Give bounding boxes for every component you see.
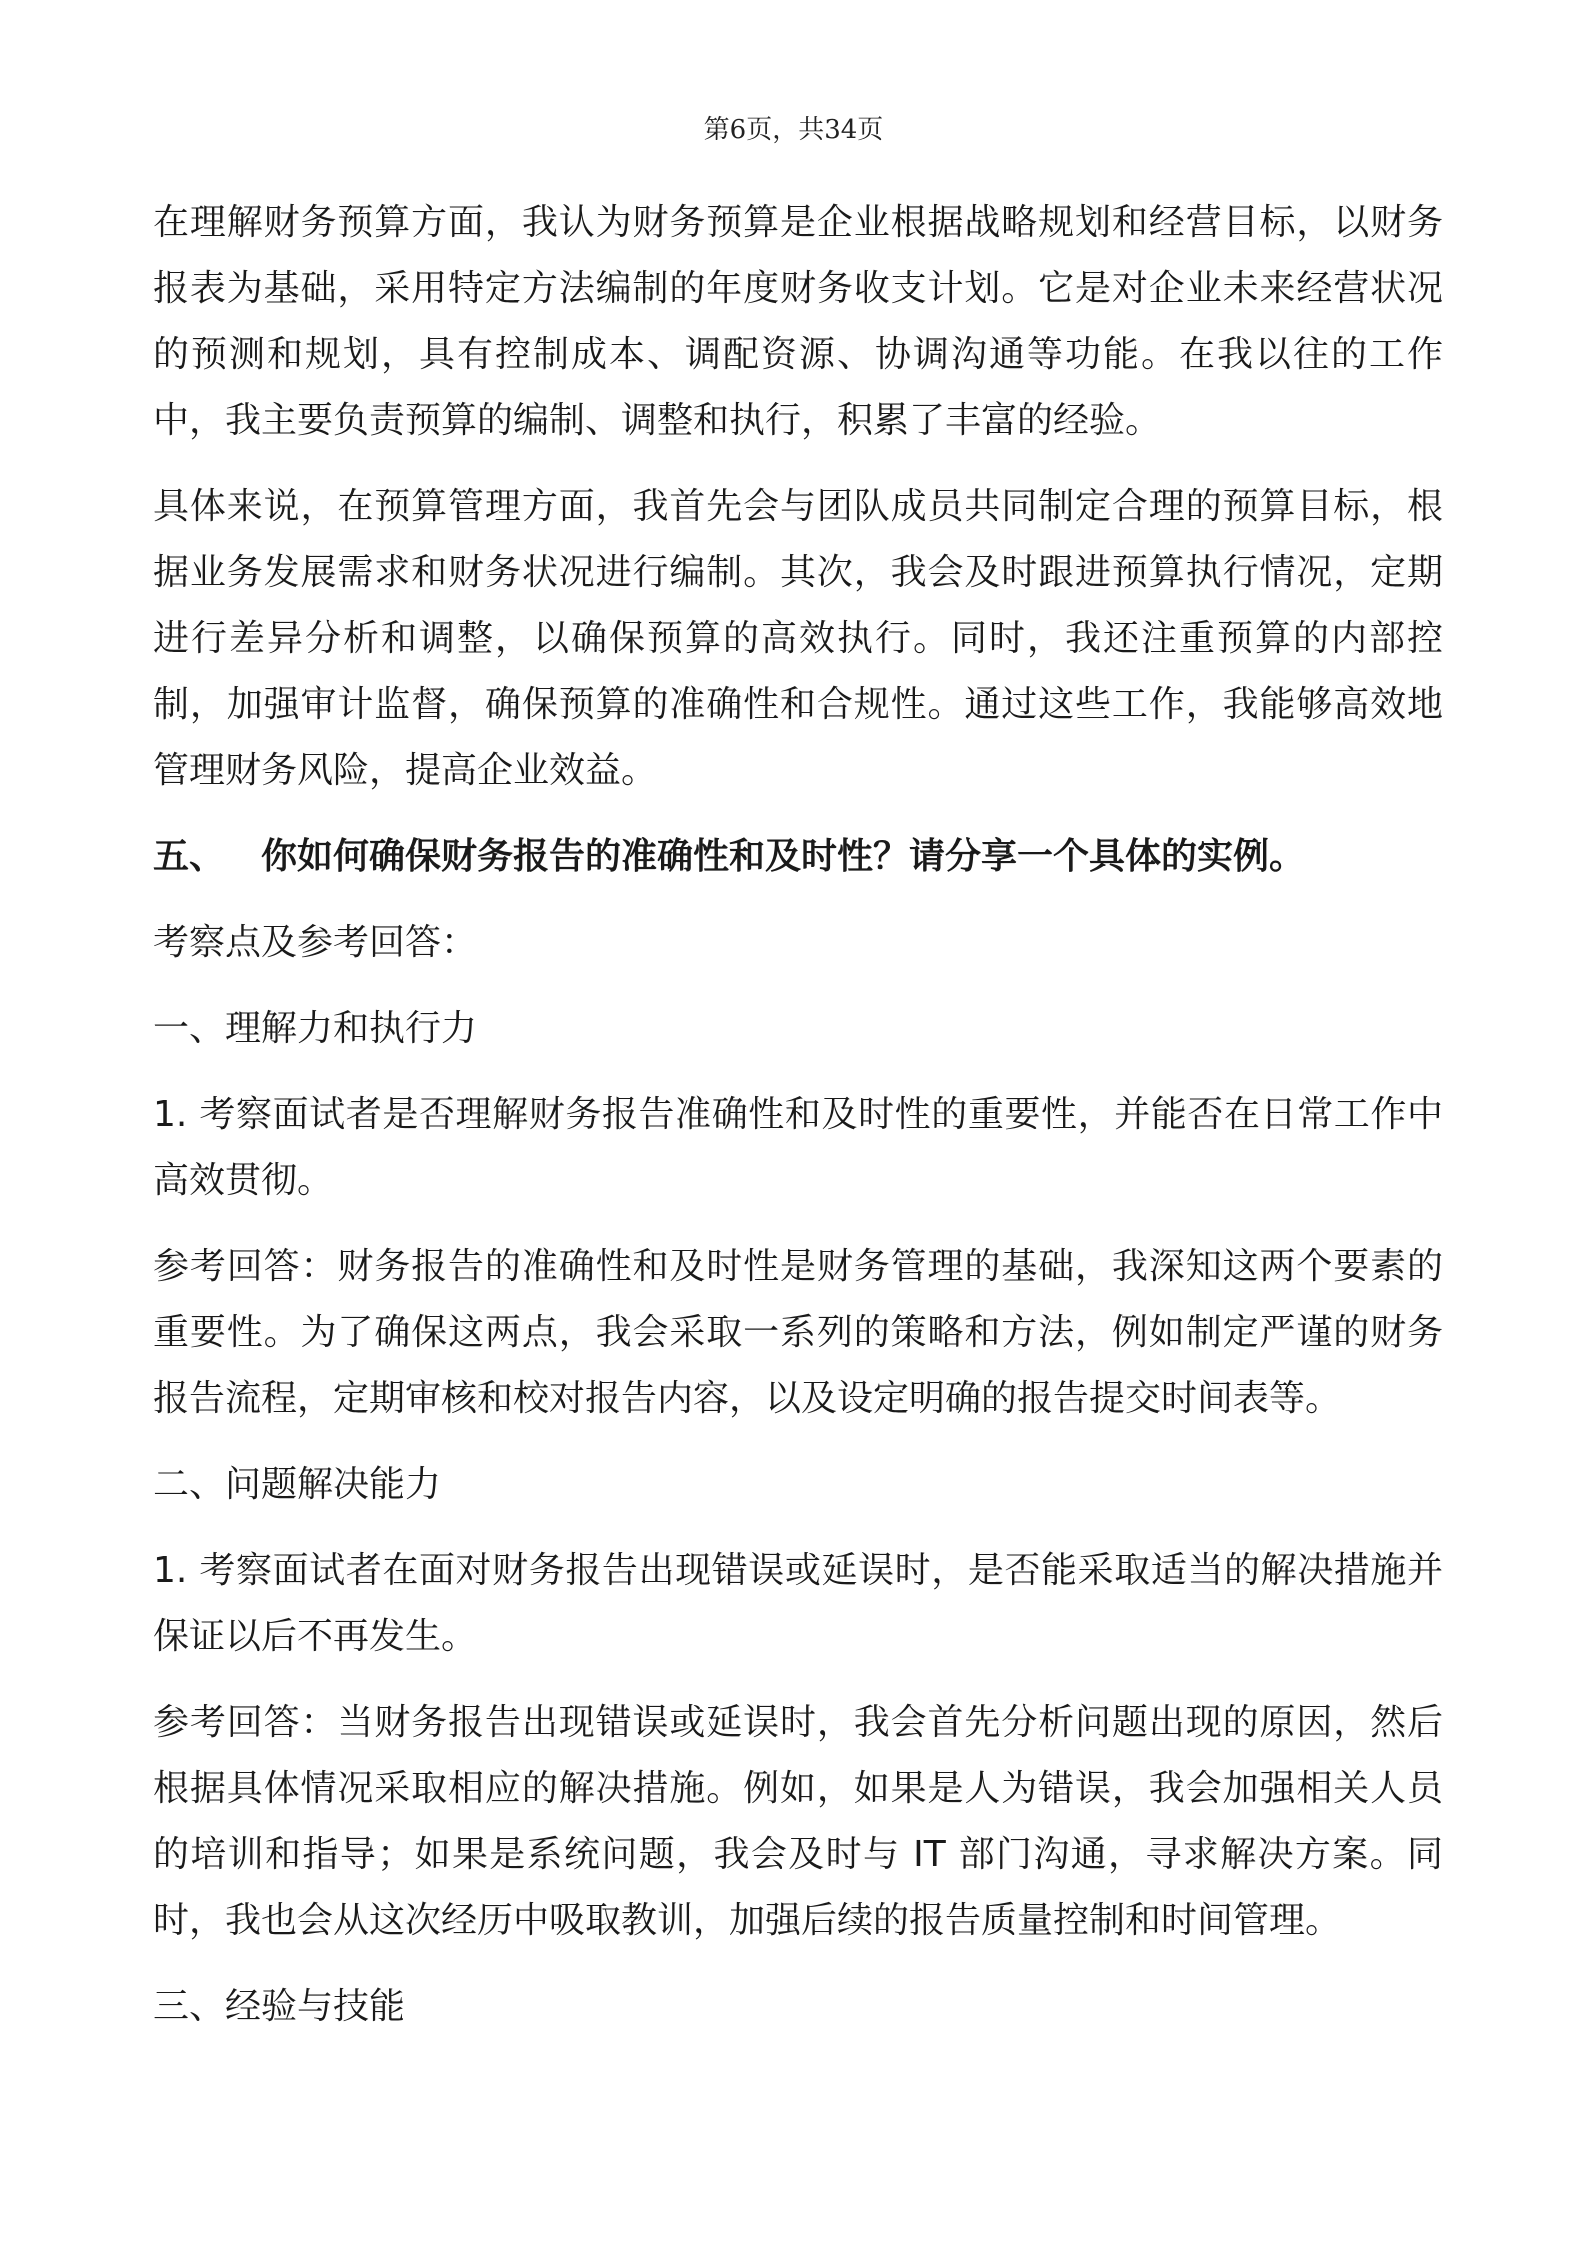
document-body (153, 190, 1443, 2060)
paragraph-reference-answer-1: 参考回答：财务报告的准确性和及时性是财务管理的基础，我深知这两个要素的重要性。为了确保这两点，我会采取一系列的策略和方法，例如制定严谨的财务报告流程，定期审核和校对报告内容，以及设定明确的报告提交时间表等。 (153, 1246, 1443, 1419)
paragraph-assessment-point-2: 1. 考察面试者在面对财务报告出现错误或延误时，是否能采取适当的解决措施并保证以后不再发生。 (153, 1550, 1443, 1657)
paragraph-reference-answer-2: 参考回答：当财务报告出现错误或延误时，我会首先分析问题出现的原因，然后根据具体情况采取相应的解决措施。例如，如果是人为错误，我会加强相关人员的培训和指导；如果是系统问题，我会及时与 IT 部门沟通，寻求解决方案。同时，我也会从这次经历中吸取教训，加强后续的报告质量控制和时间管理。 (153, 1702, 1443, 1941)
paragraph-assessment-point-1: 1. 考察面试者是否理解财务报告准确性和及时性的重要性，并能否在日常工作中高效贯彻。 (153, 1094, 1443, 1201)
section-heading-comprehension: 一、理解力和执行力 (153, 1008, 478, 1049)
paragraph-budget-understanding: 在理解财务预算方面，我认为财务预算是企业根据战略规划和经营目标，以财务报表为基础，采用特定方法编制的年度财务收支计划。它是对企业未来经营状况的预测和规划，具有控制成本、调配资源、协调沟通等功能。在我以往的工作中，我主要负责预算的编制、调整和执行，积累了丰富的经验。 (153, 202, 1443, 441)
paragraph-assessment-intro: 考察点及参考回答： (153, 922, 478, 963)
question-number: 五、 (153, 836, 226, 877)
paragraph-budget-management: 具体来说，在预算管理方面，我首先会与团队成员共同制定合理的预算目标，根据业务发展需求和财务状况进行编制。其次，我会及时跟进预算执行情况，定期进行差异分析和调整，以确保预算的高效执行。同时，我还注重预算的内部控制，加强审计监督，确保预算的准确性和合规性。通过这些工作，我能够高效地管理财务风险，提高企业效益。 (153, 486, 1443, 791)
section-heading-problem-solving: 二、问题解决能力 (153, 1464, 442, 1505)
page-number-header: 第6页，共34页 (703, 115, 884, 145)
section-heading-experience: 三、经验与技能 (153, 1986, 406, 2027)
question-heading (153, 824, 1443, 890)
question-text: 你如何确保财务报告的准确性和及时性？请分享一个具体的实例。 (261, 836, 1306, 877)
